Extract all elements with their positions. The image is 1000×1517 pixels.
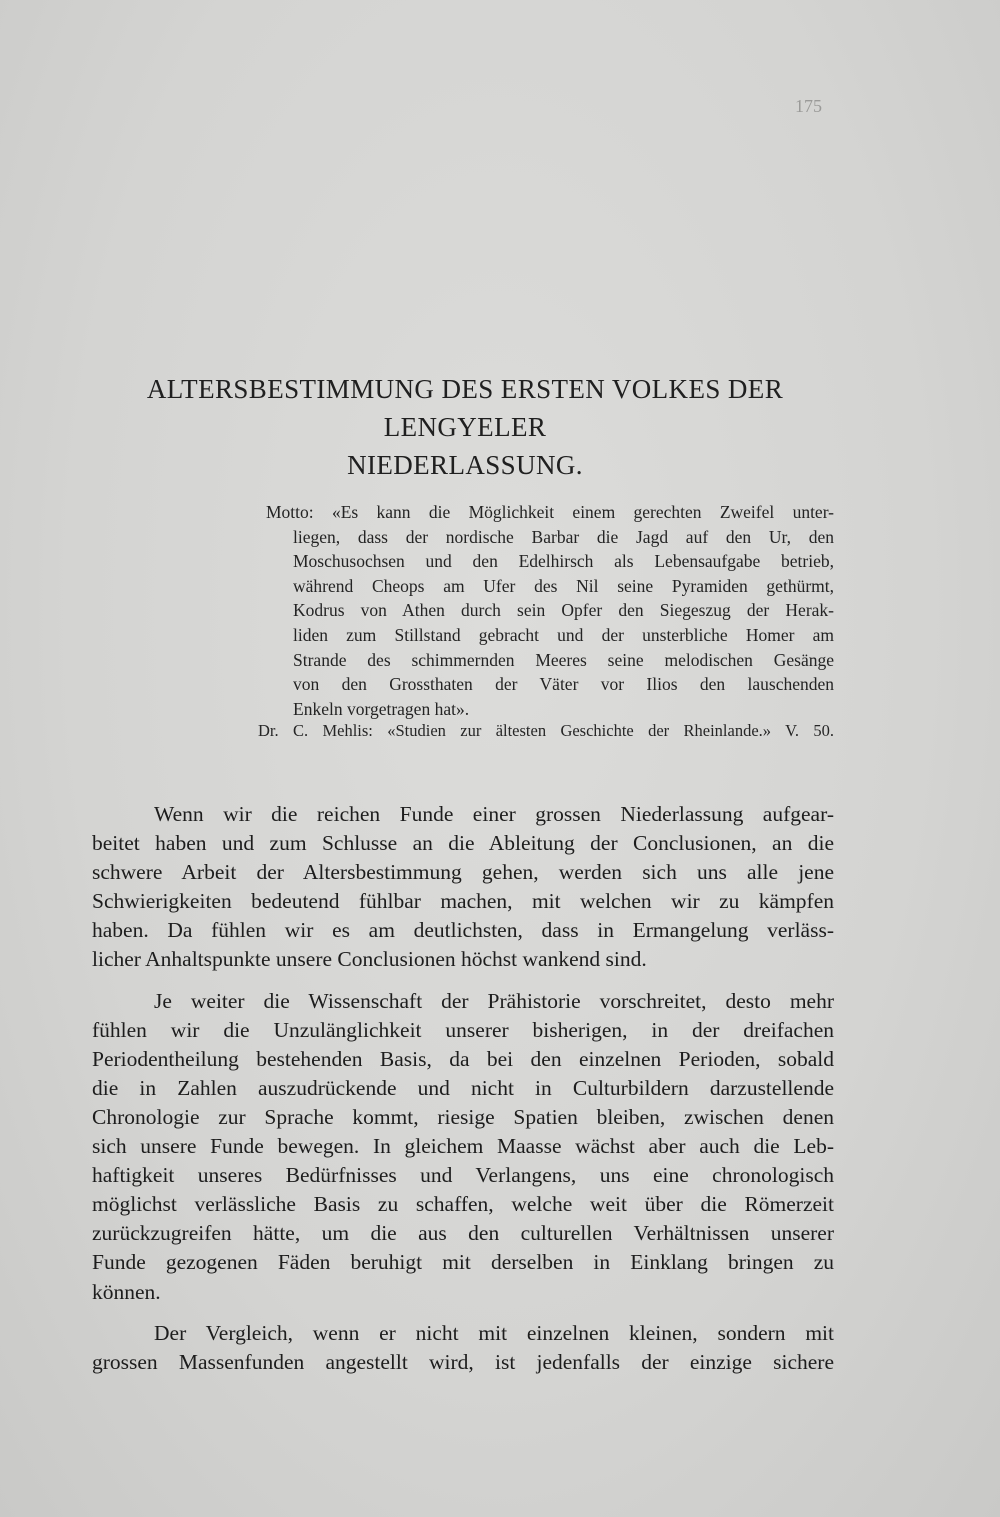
title-line: NIEDERLASSUNG. [347, 450, 583, 480]
motto-line: Enkeln vorgetragen hat». [293, 698, 470, 719]
motto-line: Strande des schimmernden Meeres seine melodischen Gesänge [293, 649, 834, 670]
paragraph-2-line: Periodentheilung bestehenden Basis, da bei den einzelnen Perioden, sobald [92, 1046, 834, 1071]
paragraph-2-line: zurückzugreifen hätte, um die aus den culturellen Verhältnissen unserer [92, 1221, 834, 1246]
paragraph-2-line: möglichst verlässliche Basis zu schaffen, welche weit über die Römerzeit [92, 1192, 834, 1217]
title-line: ALTERSBESTIMMUNG DES ERSTEN VOLKES DER LENGYELER [146, 374, 784, 442]
page-number: 175 [795, 96, 822, 116]
article-title [90, 370, 840, 484]
paragraph-1-line: haben. Da fühlen wir es am deutlichsten, dass in Ermangelung verläss- [92, 918, 834, 943]
paragraph-2-line: sich unsere Funde bewegen. In gleichem Maasse wächst aber auch die Leb- [92, 1134, 834, 1159]
paragraph-2-line: Funde gezogenen Fäden beruhigt mit derselben in Einklang bringen zu [92, 1250, 834, 1275]
paragraph-1-line: beitet haben und zum Schlusse an die Ableitung der Conclusionen, an die [92, 831, 834, 856]
paragraph-2-line: können. [92, 1279, 161, 1304]
paragraph-3-line: grossen Massenfunden angestellt wird, ist jedenfalls der einzige sichere [92, 1349, 834, 1374]
motto-source: Dr. C. Mehlis: «Studien zur ältesten Geschichte der Rheinlande.» V. 50. [258, 721, 834, 740]
paragraph-1-line: Schwierigkeiten bedeutend fühlbar machen, mit welchen wir zu kämpfen [92, 889, 834, 914]
paragraph-1-line: Wenn wir die reichen Funde einer grossen Niederlassung aufgear- [154, 802, 834, 826]
body-text [92, 800, 834, 1377]
motto-line: liden zum Stillstand gebracht und der unsterbliche Homer am [293, 624, 834, 645]
motto-block [266, 500, 834, 721]
paragraph-2-line: fühlen wir die Unzulänglichkeit unserer bisherigen, in der dreifachen [92, 1017, 834, 1042]
paragraph-1-line: licher Anhaltspunkte unsere Conclusionen höchst wankend sind. [92, 947, 647, 972]
paragraph-2-line: Chronologie zur Sprache kommt, riesige Spatien bleiben, zwischen denen [92, 1104, 834, 1129]
paragraph-3-line: Der Vergleich, wenn er nicht mit einzelnen kleinen, sondern mit [154, 1320, 834, 1345]
motto-line: liegen, dass der nordische Barbar die Jagd auf den Ur, den [293, 526, 834, 547]
paragraph-1-line: schwere Arbeit der Altersbestimmung gehen, werden sich uns alle jene [92, 860, 834, 885]
motto-line: von den Grossthaten der Väter vor Ilios den lauschenden [293, 674, 834, 695]
motto-line: Moschusochsen und den Edelhirsch als Lebensaufgabe betrieb, [293, 551, 834, 572]
paragraph-2-line: die in Zahlen auszudrückende und nicht in Culturbildern darzustellende [92, 1075, 834, 1100]
motto-line: Kodrus von Athen durch sein Opfer den Siegeszug der Herak- [293, 600, 834, 621]
motto-line: Motto: «Es kann die Möglichkeit einem gerechten Zweifel unter- [266, 502, 834, 522]
motto-line: während Cheops am Ufer des Nil seine Pyramiden gethürmt, [293, 575, 834, 596]
paragraph-2-line: haftigkeit unseres Bedürfnisses und Verlangens, uns eine chronologisch [92, 1163, 834, 1188]
paragraph-2-line: Je weiter die Wissenschaft der Prähistorie vorschreitet, desto mehr [154, 988, 834, 1013]
